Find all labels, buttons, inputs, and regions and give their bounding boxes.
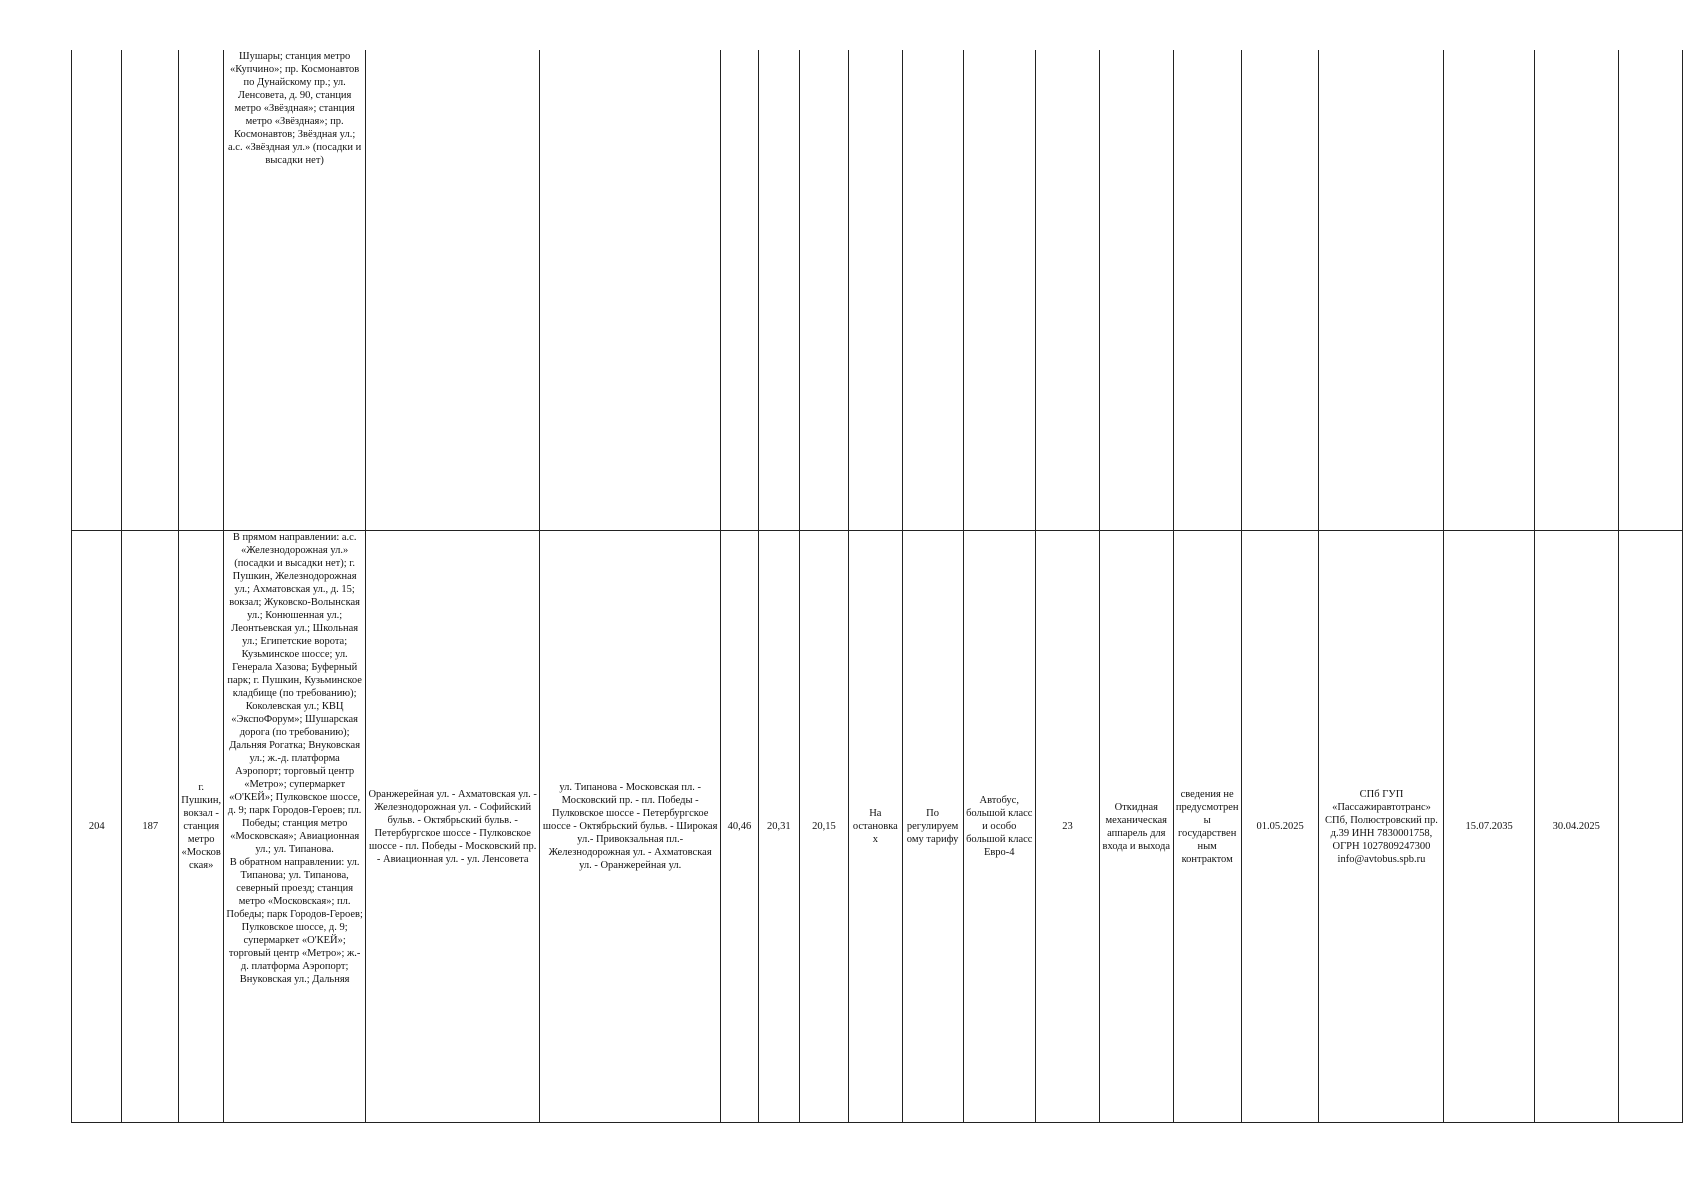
streets-backward-cell: ул. Типанова - Московская пл. - Московский пр. - пл. Победы - Пулковское шоссе - Петербургское шоссе - Октябрьский бульв. - Широкая ул.- Привокзальная пл.- Железнодорожная ул. - Ахматовская ул. - Оранжерейная ул. bbox=[540, 531, 721, 1123]
cell-empty bbox=[1618, 50, 1682, 531]
start-date-cell: 01.05.2025 bbox=[1241, 531, 1319, 1123]
cell-empty bbox=[902, 50, 963, 531]
cell-empty bbox=[1241, 50, 1319, 531]
length-other-cell: 20,15 bbox=[799, 531, 848, 1123]
cell-empty bbox=[1319, 50, 1444, 531]
route-name-cell: г. Пушкин, вокзал - станция метро «Московская» bbox=[179, 531, 224, 1123]
date-3-cell: 30.04.2025 bbox=[1534, 531, 1618, 1123]
length-forward-cell: 40,46 bbox=[720, 531, 758, 1123]
cell-empty bbox=[1100, 50, 1174, 531]
fare-type-cell: По регулируемому тарифу bbox=[902, 531, 963, 1123]
cell-empty bbox=[1035, 50, 1099, 531]
table-row-route-187 bbox=[72, 531, 1683, 1123]
stops-continuation-cell: Шушары; станция метро «Купчино»; пр. Космонавтов по Дунайскому пр.; ул. Ленсовета, д. 90, станция метро «Звёздная»; станция метро «Звёздная»; пр. Космонавтов; Звёздная ул.; а.с. «Звёздная ул.» (посадки и высадки нет) bbox=[224, 50, 366, 531]
cell-empty bbox=[963, 50, 1035, 531]
contract-info-cell: сведения не предусмотрены государственным контрактом bbox=[1173, 531, 1241, 1123]
cell-empty bbox=[799, 50, 848, 531]
extra-cell bbox=[1618, 531, 1682, 1123]
carrier-cell: СПб ГУП «Пассажиравтотранс» СПб, Полюстровский пр. д.39 ИНН 7830001758, ОГРН 1027809247300 info@avtobus.spb.ru bbox=[1319, 531, 1444, 1123]
cell-empty bbox=[540, 50, 721, 531]
stops-cell: В прямом направлении: а.с. «Железнодорожная ул.» (посадки и высадки нет); г. Пушкин, Железнодорожная ул.; Ахматовская ул., д. 15; вокзал; Жуковско-Волынская ул.; Конюшенная ул.; Леонтьевская ул.; Школьная ул.; Египетские ворота; Кузьминское шоссе; ул. Генерала Хазова; Буферный парк; г. Пушкин, Кузьминское кладбище (по требованию); Коколевская ул.; КВЦ «ЭкспоФорум»; Шушарская дорога (по требованию); Дальняя Рогатка; Внуковская ул.; ж.-д. платформа Аэропорт; торговый центр «Метро»; супермаркет «О'КЕЙ»; Пулковское шоссе, д. 9; парк Городов-Героев; пл. Победы; станция метро «Московская»; Авиационная ул.; ул. Типанова. В обратном направлении: ул. Типанова; ул. Типанова, северный проезд; станция метро «Московская»; пл. Победы; парк Городов-Героев; Пулковское шоссе, д. 9; супермаркет «О'КЕЙ»; торговый центр «Метро»; ж.-д. платформа Аэропорт; Внуковская ул.; Дальняя bbox=[224, 531, 366, 1123]
length-backward-cell: 20,31 bbox=[758, 531, 799, 1123]
cell-empty bbox=[72, 50, 122, 531]
cell-empty bbox=[1534, 50, 1618, 531]
cell-empty bbox=[179, 50, 224, 531]
cell-empty bbox=[122, 50, 179, 531]
reg-number-cell: 204 bbox=[72, 531, 122, 1123]
route-registry-table bbox=[71, 50, 1683, 1123]
cell-empty bbox=[1444, 50, 1534, 531]
vehicle-count-cell: 23 bbox=[1035, 531, 1099, 1123]
cell-empty bbox=[366, 50, 540, 531]
cell-empty bbox=[758, 50, 799, 531]
date-2-cell: 15.07.2035 bbox=[1444, 531, 1534, 1123]
route-number-cell: 187 bbox=[122, 531, 179, 1123]
vehicle-type-cell: Автобус, большой класс и особо большой класс Евро-4 bbox=[963, 531, 1035, 1123]
cell-empty bbox=[849, 50, 903, 531]
accessibility-cell: Откидная механическая аппарель для входа и выхода bbox=[1100, 531, 1174, 1123]
table-row-continuation bbox=[72, 50, 1683, 531]
stop-order-cell: На остановках bbox=[849, 531, 903, 1123]
cell-empty bbox=[1173, 50, 1241, 531]
streets-forward-cell: Оранжерейная ул. - Ахматовская ул. - Железнодорожная ул. - Софийский бульв. - Октябрьский бульв. - Петербургское шоссе - Пулковское шоссе - пл. Победы - Московский пр. - Авиационная ул. - ул. Ленсовета bbox=[366, 531, 540, 1123]
cell-empty bbox=[720, 50, 758, 531]
